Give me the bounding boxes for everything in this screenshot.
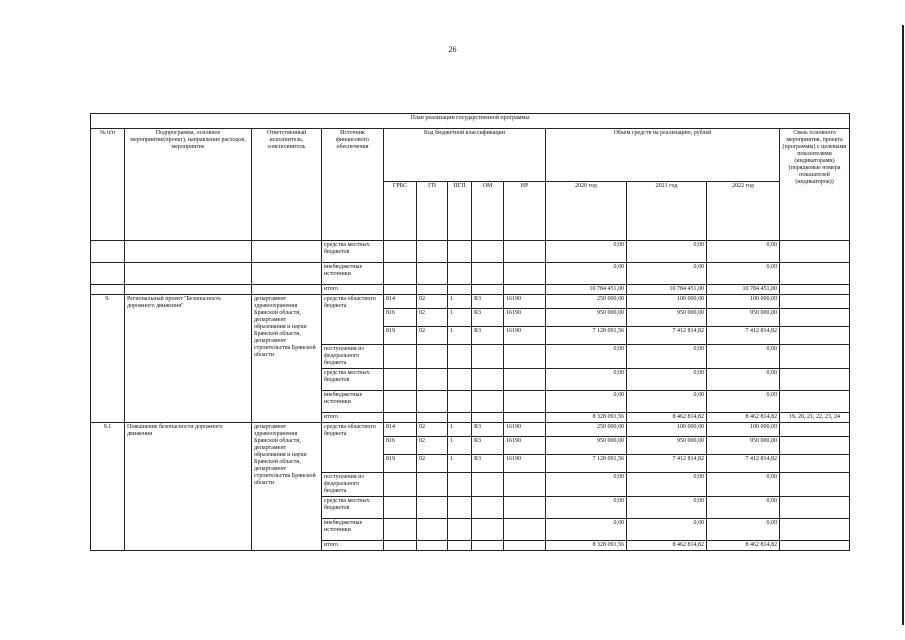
value-2020: 7 128 091,56 [546,455,627,473]
pgp-cell: 1 [448,437,472,455]
link-cell [780,497,850,519]
pgp-cell: 1 [448,309,472,327]
header-nr: НР [504,182,546,241]
empty-cell [417,473,448,497]
empty-cell [252,285,322,295]
empty-cell [417,519,448,541]
empty-cell [504,285,546,295]
empty-cell [91,263,125,285]
value-2020: 950 000,00 [546,309,627,327]
link-cell [780,423,850,437]
empty-cell [448,369,472,391]
om-cell: R3 [472,309,504,327]
pgp-cell: 1 [448,295,472,309]
value-2022: 0,00 [707,519,780,541]
empty-cell [125,263,252,285]
grbs-cell: 819 [384,327,417,345]
link-cell [780,309,850,327]
value-2021: 0,00 [627,345,707,369]
empty-cell [384,285,417,295]
empty-cell [472,285,504,295]
empty-cell [504,263,546,285]
gp-cell: 02 [417,295,448,309]
value-2020: 0,00 [546,519,627,541]
empty-cell [448,413,472,423]
empty-cell [417,263,448,285]
source-cell: средства местных бюджетов [322,241,384,263]
empty-cell [472,413,504,423]
program-plan-table [90,113,850,551]
empty-cell [472,541,504,551]
value-2022: 10 784 451,00 [707,285,780,295]
table-row [91,241,850,263]
value-2021: 100 000,00 [627,295,707,309]
value-2022: 950 000,00 [707,437,780,455]
value-2021: 0,00 [627,497,707,519]
table-caption: План реализации государственной программы [91,114,850,129]
value-2020: 250 000,00 [546,295,627,309]
header-grbs: ГРБС [384,182,417,241]
value-2021: 8 462 814,82 [627,541,707,551]
empty-cell [384,241,417,263]
om-cell: R3 [472,327,504,345]
value-2021: 8 462 814,82 [627,413,707,423]
value-2020: 0,00 [546,241,627,263]
value-2020: 10 784 451,00 [546,285,627,295]
page-number: 26 [448,45,457,54]
empty-cell [448,497,472,519]
empty-cell [384,519,417,541]
value-2022: 7 412 814,82 [707,455,780,473]
empty-cell [417,241,448,263]
empty-cell [504,391,546,413]
value-2022: 0,00 [707,473,780,497]
empty-cell [384,391,417,413]
empty-cell [252,241,322,263]
link-cell [780,541,850,551]
header-source: Источник финансового обеспечения [322,129,384,241]
block-executor: департамент здравоохранения Брянской области, департамент образования и науки Брянской области, департамент строительства Брянской области [252,295,322,423]
value-2020: 250 000,00 [546,423,627,437]
header-num: № п/п [91,129,125,241]
empty-cell [417,413,448,423]
empty-cell [504,497,546,519]
value-2022: 8 462 814,82 [707,541,780,551]
grbs-cell: 819 [384,455,417,473]
value-2020: 0,00 [546,473,627,497]
empty-cell [91,285,125,295]
empty-cell [417,345,448,369]
value-2021: 7 412 814,82 [627,327,707,345]
value-2020: 0,00 [546,391,627,413]
om-cell: R3 [472,455,504,473]
value-2021: 0,00 [627,369,707,391]
header-pgp: ПГП [448,182,472,241]
om-cell: R3 [472,437,504,455]
table-row [91,423,850,437]
header-om: ОМ [472,182,504,241]
value-2021: 7 412 814,82 [627,455,707,473]
source-cell: итого [322,285,384,295]
link-cell [780,327,850,345]
nr-cell: 16190 [504,423,546,437]
empty-cell [472,391,504,413]
grbs-cell: 816 [384,309,417,327]
link-cell [780,285,850,295]
link-cell [780,369,850,391]
value-2020: 0,00 [546,345,627,369]
nr-cell: 16190 [504,455,546,473]
header-subprogram: Подпрограмма, основное мероприятие(проект), направление расходов, мероприятие [125,129,252,241]
value-2022: 0,00 [707,369,780,391]
empty-cell [504,473,546,497]
value-2021: 950 000,00 [627,309,707,327]
source-cell: итого [322,413,384,423]
block-number: 9. [91,295,125,423]
empty-cell [504,519,546,541]
value-2021: 10 784 451,00 [627,285,707,295]
pgp-cell: 1 [448,423,472,437]
value-2020: 0,00 [546,369,627,391]
empty-cell [472,519,504,541]
nr-cell: 16190 [504,295,546,309]
empty-cell [384,497,417,519]
value-2022: 0,00 [707,263,780,285]
value-2022: 100 000,00 [707,295,780,309]
empty-cell [417,391,448,413]
grbs-cell: 814 [384,423,417,437]
om-cell: R3 [472,423,504,437]
empty-cell [504,369,546,391]
value-2022: 0,00 [707,241,780,263]
link-cell [780,519,850,541]
value-2021: 0,00 [627,263,707,285]
link-cell: 19, 20, 21, 22, 23, 24 [780,413,850,423]
header-volume: Объем средств на реализацию, рублей [546,129,780,182]
empty-cell [448,285,472,295]
source-cell: средства местных бюджетов [322,497,384,519]
empty-cell [448,541,472,551]
empty-cell [472,263,504,285]
link-cell [780,473,850,497]
pgp-cell: 1 [448,455,472,473]
source-cell: средства местных бюджетов [322,369,384,391]
empty-cell [252,263,322,285]
value-2022: 100 000,00 [707,423,780,437]
empty-cell [472,345,504,369]
link-cell [780,295,850,309]
block-number: 9.1 [91,423,125,551]
value-2022: 8 462 814,82 [707,413,780,423]
value-2020: 8 328 091,56 [546,541,627,551]
header-budget-code: Код бюджетной классификации [384,129,546,182]
pgp-cell: 1 [448,327,472,345]
value-2021: 0,00 [627,391,707,413]
empty-cell [417,369,448,391]
value-2021: 0,00 [627,473,707,497]
link-cell [780,345,850,369]
empty-cell [448,263,472,285]
value-2021: 0,00 [627,241,707,263]
empty-cell [472,241,504,263]
table-row [91,263,850,285]
value-2021: 0,00 [627,519,707,541]
header-2020: 2020 год [546,182,627,241]
gp-cell: 02 [417,423,448,437]
empty-cell [448,345,472,369]
empty-cell [472,369,504,391]
empty-cell [448,473,472,497]
link-cell [780,263,850,285]
header-executor: Ответственный исполнитель, соисполнитель [252,129,322,241]
source-cell: внебюджетные источники [322,519,384,541]
value-2020: 0,00 [546,497,627,519]
empty-cell [448,241,472,263]
header-2022: 2022 год [707,182,780,241]
empty-cell [417,497,448,519]
gp-cell: 02 [417,309,448,327]
nr-cell: 16190 [504,437,546,455]
empty-cell [472,473,504,497]
link-cell [780,241,850,263]
empty-cell [504,541,546,551]
value-2021: 100 000,00 [627,423,707,437]
empty-cell [384,345,417,369]
empty-cell [384,541,417,551]
empty-cell [384,473,417,497]
source-cell: итого [322,541,384,551]
gp-cell: 02 [417,437,448,455]
source-cell: внебюджетные источники [322,391,384,413]
gp-cell: 02 [417,455,448,473]
value-2022: 0,00 [707,391,780,413]
value-2021: 950 000,00 [627,437,707,455]
empty-cell [384,263,417,285]
table-row [91,285,850,295]
table-row [91,295,850,309]
grbs-cell: 814 [384,295,417,309]
empty-cell [384,369,417,391]
nr-cell: 16190 [504,309,546,327]
om-cell: R3 [472,295,504,309]
empty-cell [417,285,448,295]
block-name: Повышение безопасности дорожного движения [125,423,252,551]
value-2020: 7 128 091,56 [546,327,627,345]
value-2022: 0,00 [707,497,780,519]
block-name: Региональный проект "Безопасность дорожного движения" [125,295,252,423]
empty-cell [384,413,417,423]
link-cell [780,437,850,455]
empty-cell [125,285,252,295]
empty-cell [417,541,448,551]
source-cell: поступления из федерального бюджета [322,345,384,369]
value-2022: 7 412 814,82 [707,327,780,345]
grbs-cell: 816 [384,437,417,455]
source-cell: внебюджетные источники [322,263,384,285]
link-cell [780,455,850,473]
source-cell: поступления из федерального бюджета [322,473,384,497]
value-2020: 950 000,00 [546,437,627,455]
nr-cell: 16190 [504,327,546,345]
value-2020: 0,00 [546,263,627,285]
source-cell: средства областного бюджета [322,295,384,345]
empty-cell [125,241,252,263]
value-2022: 0,00 [707,345,780,369]
gp-cell: 02 [417,327,448,345]
link-cell [780,391,850,413]
empty-cell [448,519,472,541]
scan-edge-line [902,25,904,625]
empty-cell [504,345,546,369]
header-gp: ГП [417,182,448,241]
header-link: Связь основного мероприятия, проекта (программы) с целевыми показателями (индикаторами) (порядковые номера показателей (индикаторов)) [780,129,850,241]
value-2022: 950 000,00 [707,309,780,327]
header-2021: 2021 год [627,182,707,241]
empty-cell [448,391,472,413]
empty-cell [504,413,546,423]
empty-cell [472,497,504,519]
empty-cell [504,241,546,263]
value-2020: 8 328 091,56 [546,413,627,423]
empty-cell [91,241,125,263]
block-executor: департамент здравоохранения Брянской области, департамент образования и науки Брянской области, департамент строительства Брянской области [252,423,322,551]
source-cell: средства областного бюджета [322,423,384,473]
